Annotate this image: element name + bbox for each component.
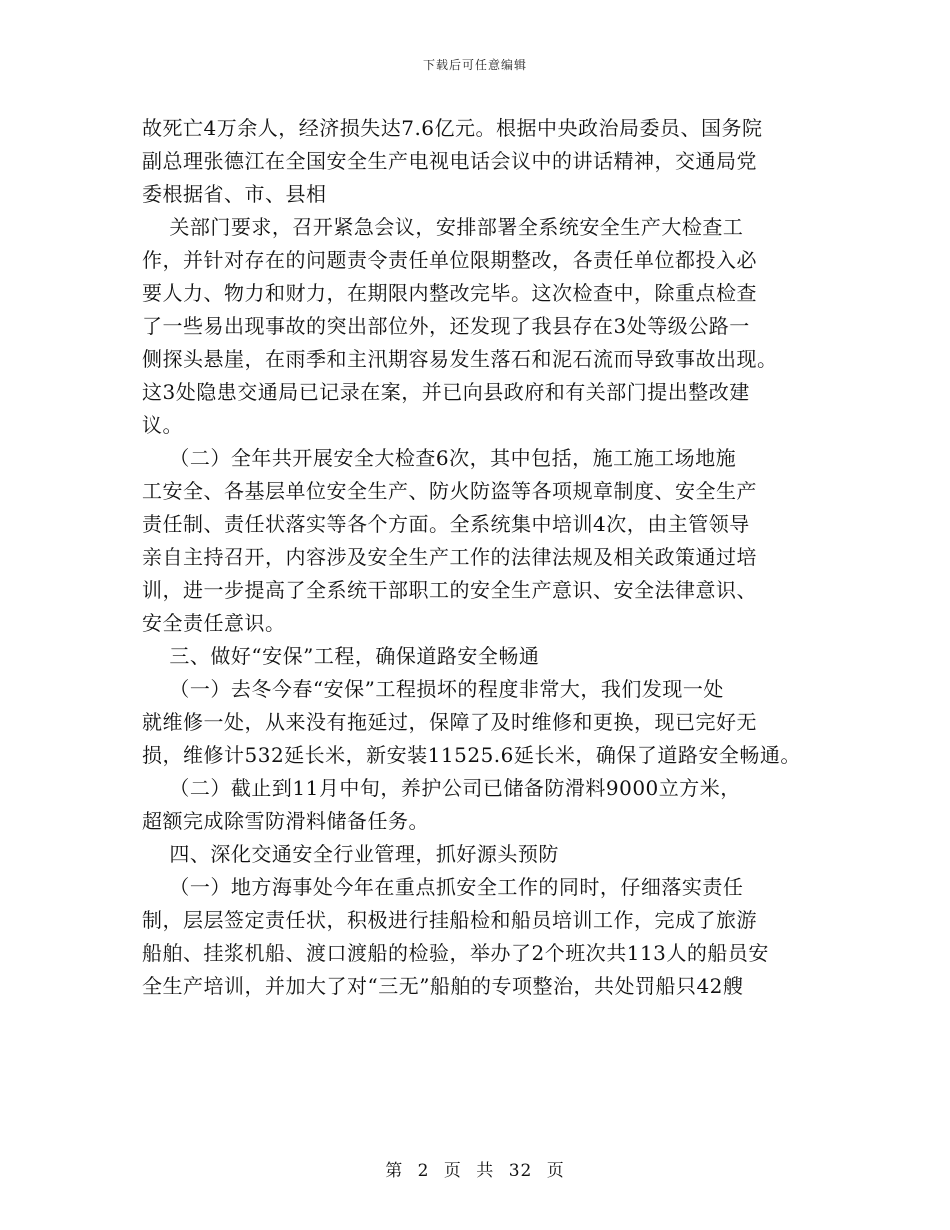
text-line: 制，层层签定责任状，积极进行挂船检和船员培训工作，完成了旅游 [142,908,757,932]
footer-current-page: 2 [417,1161,430,1181]
text-line: 就维修一处，从来没有拖延过，保障了及时维修和更换，现已完好无 [142,710,757,734]
page-header-note: 下载后可任意编辑 [422,58,527,72]
text-line: 议。 [142,413,183,437]
text-line: 作，并针对存在的问题责令责任单位限期整改，各责任单位都投入必 [142,248,757,272]
document-body [142,112,842,1003]
footer-suffix: 页 [546,1161,565,1181]
text-line: 超额完成除雪防滑料储备任务。 [142,809,429,833]
text-line: 安全责任意识。 [142,611,286,635]
text-line: 委根据省、市、县相 [142,182,327,206]
text-line: 副总理张德江在全国安全生产电视电话会议中的讲话精神，交通局党 [142,149,757,173]
text-line: 这3处隐患交通局已记录在案，并已向县政府和有关部门提出整改建 [142,380,750,404]
text-line: 工安全、各基层单位安全生产、防火防盗等各项规章制度、安全生产 [142,479,757,503]
text-line: （一）地方海事处今年在重点抓安全工作的同时，仔细落实责任 [142,875,744,899]
text-line: 责任制、责任状落实等各个方面。全系统集中培训4次，由主管领导 [142,512,750,536]
text-line: 船舶、挂浆机船、渡口渡船的检验，举办了2个班次共113人的船员安 [142,941,769,965]
page-footer [0,1156,950,1181]
text-line: 关部门要求，召开紧急会议，安排部署全系统安全生产大检查工 [142,215,744,239]
text-line: 侧探头悬崖，在雨季和主汛期容易发生落石和泥石流而导致事故出现。 [142,347,778,371]
text-line: 亲自主持召开，内容涉及安全生产工作的法律法规及相关政策通过培 [142,545,757,569]
section-heading: 三、做好“安保”工程，确保道路安全畅通 [142,644,540,668]
text-line: 了一些易出现事故的突出部位外，还发现了我县存在3处等级公路一 [142,314,750,338]
footer-prefix: 第 [385,1161,404,1181]
footer-total-pages: 32 [508,1161,533,1181]
text-line: 要人力、物力和财力，在期限内整改完毕。这次检查中，除重点检查 [142,281,757,305]
text-line: （二）截止到11月中旬，养护公司已储备防滑料9000立方米， [142,776,741,800]
text-line: （二）全年共开展安全大检查6次，其中包括，施工施工场地施 [142,446,737,470]
text-line: 训，进一步提高了全系统干部职工的安全生产意识、安全法律意识、 [142,578,757,602]
text-line: （一）去冬今春“安保”工程损坏的程度非常大，我们发现一处 [142,677,724,701]
footer-total-label: 共 [476,1161,495,1181]
text-line: 损，维修计532延长米，新安装11525.6延长米，确保了道路安全畅通。 [142,743,801,767]
text-line: 全生产培训，并加大了对“三无”船舶的专项整治，共处罚船只42艘 [142,974,744,998]
section-heading: 四、深化交通安全行业管理，抓好源头预防 [142,842,559,866]
footer-mid: 页 [443,1161,462,1181]
text-line: 故死亡4万余人，经济损失达7.6亿元。根据中央政治局委员、国务院 [142,116,763,140]
